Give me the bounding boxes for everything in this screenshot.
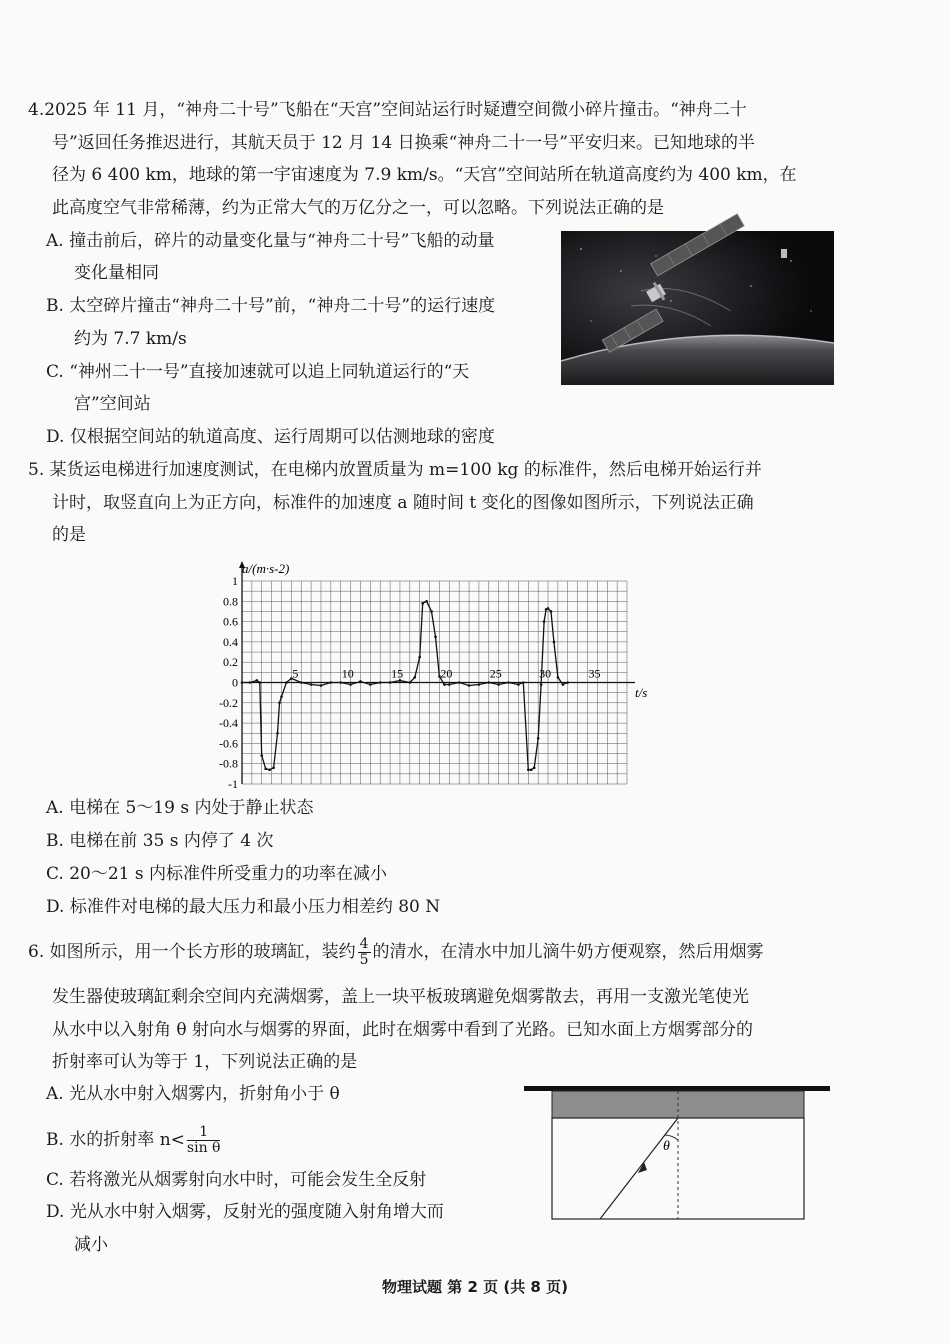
theta-label: θ [663,1139,670,1154]
data-point [300,681,303,684]
q4-option-a: A. 撞击前后，碎片的动量变化量与“神舟二十号”飞船的动量 [46,231,495,251]
y-tick-label: -1 [228,777,238,791]
data-point [268,768,271,771]
page-footer: 物理试题 第 2 页 (共 8 页) [382,1278,568,1296]
fraction-one-over-sin [187,1125,221,1156]
x-tick-label: 20 [440,666,453,681]
data-point [379,681,382,684]
y-tick-label: -0.4 [219,716,238,731]
data-point [276,732,279,735]
data-point [497,683,500,686]
q4-line-1: 4.2025 年 11 月，“神舟二十号”飞船在“天宫”空间站运行时疑遭空间微小碎片撞击。“神舟二十 [28,100,747,120]
data-point [320,684,323,687]
q6-line-2: 发生器使玻璃缸剩余空间内充满烟雾，盖上一块平板玻璃避免烟雾散去，再用一支激光笔使光 [52,987,749,1007]
data-point [527,768,530,771]
y-tick-label: -0.2 [219,695,238,710]
data-point [478,683,481,686]
chart-series [241,600,569,771]
data-point [249,681,252,684]
data-point [547,607,550,610]
q4-option-d: D. 仅根据空间站的轨道高度、运行周期可以估测地球的密度 [46,427,495,447]
acceleration-time-chart [215,556,648,796]
q4-option-c-cont: 宫”空间站 [74,394,151,414]
q6-option-d-cont: 减小 [74,1235,108,1255]
q4-option-c: C. “神州二十一号”直接加速就可以追上同轨道运行的“天 [46,362,470,382]
data-point [562,683,565,686]
y-tick-label: 1 [232,574,238,588]
q5-line-2: 计时，取竖直向上为正方向，标准件的加速度 a 随时间 t 变化的图像如图所示，下列说法正确 [52,493,754,513]
data-point [418,656,421,659]
data-point [557,676,560,679]
x-axis-label: t/s [635,685,648,700]
q6-line-1 [28,932,764,972]
y-tick-label: 0.8 [223,594,238,609]
data-point [272,766,275,769]
q5-option-c: C. 20～21 s 内标准件所受重力的功率在减小 [46,864,388,884]
q6-line-1-end: 的清水，在清水中加儿滴牛奶方便观察，然后用烟雾 [372,942,764,962]
data-point [537,737,540,740]
data-point [256,679,259,682]
y-tick-label: -0.8 [219,756,238,771]
data-point [458,681,461,684]
data-point [487,681,490,684]
data-point [330,681,333,684]
data-point [285,681,288,684]
q4-line-3: 径为 6 400 km，地球的第一宇宙速度为 7.9 km/s。“天宫”空间站所在轨道高度约为 400 km，在 [52,165,797,185]
x-tick-label: 10 [341,666,354,681]
y-tick-label: 0.6 [223,614,238,629]
data-point [278,702,281,705]
data-point [540,683,543,686]
data-point [241,681,244,684]
q6-line-4: 折射率可认为等于 1，下列说法正确的是 [52,1052,358,1072]
data-point [359,680,362,683]
q6-line-1-start: 6. 如图所示，用一个长方形的玻璃缸，装约 [28,942,356,962]
data-point [421,602,424,605]
q4-line-4: 此高度空气非常稀薄，约为正常大气的万亿分之一，可以忽略。下列说法正确的是 [52,198,664,218]
glass-tank-diagram [520,1082,832,1222]
q4-option-b: B. 太空碎片撞击“神舟二十号”前，“神舟二十号”的运行速度 [46,296,496,316]
data-point [430,610,433,613]
fraction-numerator: 4 [359,936,369,952]
q4-option-a-cont: 变化量相同 [74,263,159,283]
y-tick-label: 0.2 [223,655,238,670]
y-tick-label: 0.4 [223,634,238,649]
data-point [553,641,556,644]
y-tick-label: -0.6 [219,736,238,751]
q4-option-b-cont: 约为 7.7 km/s [74,329,187,349]
data-point [369,683,372,686]
data-point [260,754,263,757]
q6-option-b-text: B. 水的折射率 n< [46,1130,185,1150]
fraction-denominator: 5 [359,952,369,968]
q5-option-d: D. 标准件对电梯的最大压力和最小压力相差约 80 N [46,897,441,917]
data-point [413,676,416,679]
q6-option-b [46,1120,222,1160]
x-tick-label: 5 [292,666,299,681]
y-tick-label: 0 [232,675,238,690]
q6-option-a: A. 光从水中射入烟雾内，折射角小于 θ [46,1084,340,1104]
data-point [448,683,451,686]
x-tick-label: 30 [539,666,552,681]
data-point [530,768,533,771]
chart-labels [219,561,647,791]
data-point [443,683,446,686]
laser-ray [600,1118,678,1219]
q5-option-a: A. 电梯在 5～19 s 内处于静止状态 [46,798,314,818]
data-point [517,683,520,686]
q5-option-b: B. 电梯在前 35 s 内停了 4 次 [46,831,274,851]
glass-cover-plate [524,1086,830,1091]
q6-option-c: C. 若将激光从烟雾射向水中时，可能会发生全反射 [46,1170,427,1190]
x-tick-label: 25 [489,666,502,681]
fraction-four-fifths [358,937,371,968]
data-point [522,681,525,684]
data-point [566,681,569,684]
fraction-denominator-sin: sin θ [186,1140,221,1156]
y-axis-label: a/(m·s-2) [242,561,290,576]
data-point [310,683,313,686]
x-tick-label: 15 [391,666,404,681]
data-point [389,681,392,684]
q6-line-3: 从水中以入射角 θ 射向水与烟雾的界面，此时在烟雾中看到了光路。已知水面上方烟雾部分的 [52,1020,754,1040]
data-point [425,600,428,603]
data-point [543,620,546,623]
data-point [533,766,536,769]
data-point [339,681,342,684]
data-point [434,636,437,639]
data-point [258,681,261,684]
q5-line-1: 5. 某货运电梯进行加速度测试，在电梯内放置质量为 m=100 kg 的标准件，然后电梯开始运行并 [28,460,762,480]
data-point [409,681,412,684]
data-point [550,610,553,613]
data-point [349,683,352,686]
data-point [280,695,283,698]
x-tick-label: 35 [588,666,601,681]
data-point [468,684,471,687]
q6-option-d: D. 光从水中射入烟雾，反射光的强度随入射角增大而 [46,1202,444,1222]
q4-line-2: 号”返回任务推迟进行，其航天员于 12 月 14 日换乘“神舟二十一号”平安归来。已知地球的半 [52,133,755,153]
space-station-photo [561,231,834,385]
data-point [264,767,267,770]
data-point [507,681,510,684]
q5-line-3: 的是 [52,525,86,545]
fraction-numerator-one: 1 [187,1125,221,1141]
